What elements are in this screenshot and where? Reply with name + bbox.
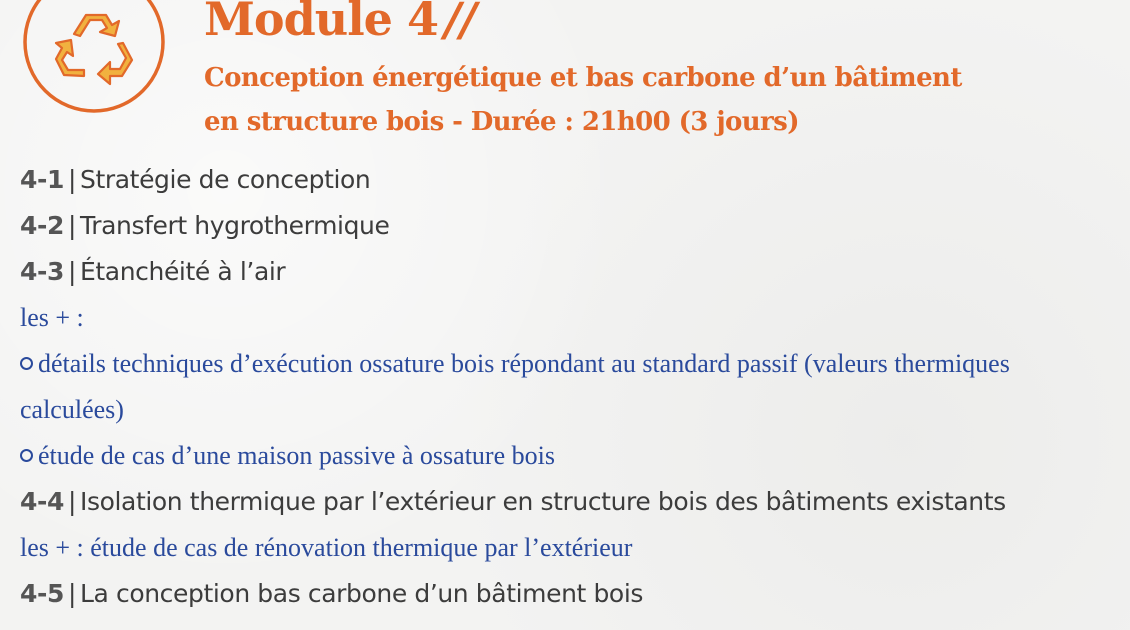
item-number: 4-3 bbox=[20, 257, 64, 286]
item-text: Stratégie de conception bbox=[80, 165, 371, 194]
item-text: Isolation thermique par l’extérieur en structure bois des bâtiments existants bbox=[80, 487, 1006, 516]
bullet-text: étude de cas d’une maison passive à ossature bois bbox=[38, 441, 555, 470]
item-text: Transfert hygrothermique bbox=[80, 211, 390, 240]
circle-bullet-icon bbox=[20, 357, 33, 370]
plus-note-4-4: les + : étude de cas de rénovation thermique par l’extérieur bbox=[20, 533, 633, 562]
item-number: 4-2 bbox=[20, 211, 64, 240]
plus-label: les + : bbox=[20, 303, 84, 332]
item-separator: | bbox=[67, 165, 76, 194]
title-slashes: // bbox=[443, 0, 476, 46]
item-separator: | bbox=[67, 211, 76, 240]
item-4-3 bbox=[20, 249, 1120, 295]
subtitle-line-2: en structure bois - Durée : 21h00 (3 jours) bbox=[204, 107, 799, 137]
item-number: 4-4 bbox=[20, 487, 64, 516]
recycle-icon bbox=[22, 0, 166, 114]
item-separator: | bbox=[67, 579, 76, 608]
item-separator: | bbox=[67, 257, 76, 286]
module-title: Module 4 // bbox=[204, 0, 476, 46]
item-4-5 bbox=[20, 571, 1120, 617]
circle-bullet-icon bbox=[20, 449, 33, 462]
item-text: La conception bas carbone d’un bâtiment bois bbox=[80, 579, 644, 608]
item-4-1 bbox=[20, 157, 1120, 203]
module-content bbox=[20, 157, 1120, 617]
item-number: 4-1 bbox=[20, 165, 64, 194]
item-number: 4-5 bbox=[20, 579, 64, 608]
recycle-logo bbox=[22, 0, 166, 114]
item-text: Étanchéité à l’air bbox=[80, 257, 286, 286]
bullet-text: détails techniques d’exécution ossature bois répondant au standard passif (valeurs thermiques calculées) bbox=[20, 349, 1010, 424]
plus-bullet-2 bbox=[20, 433, 1120, 479]
item-separator: | bbox=[67, 487, 76, 516]
plus-bullet-1 bbox=[20, 341, 1110, 433]
module-subtitle bbox=[204, 56, 1104, 144]
item-4-4 bbox=[20, 479, 1120, 525]
item-4-2 bbox=[20, 203, 1120, 249]
subtitle-line-1: Conception énergétique et bas carbone d’un bâtiment bbox=[204, 63, 962, 93]
